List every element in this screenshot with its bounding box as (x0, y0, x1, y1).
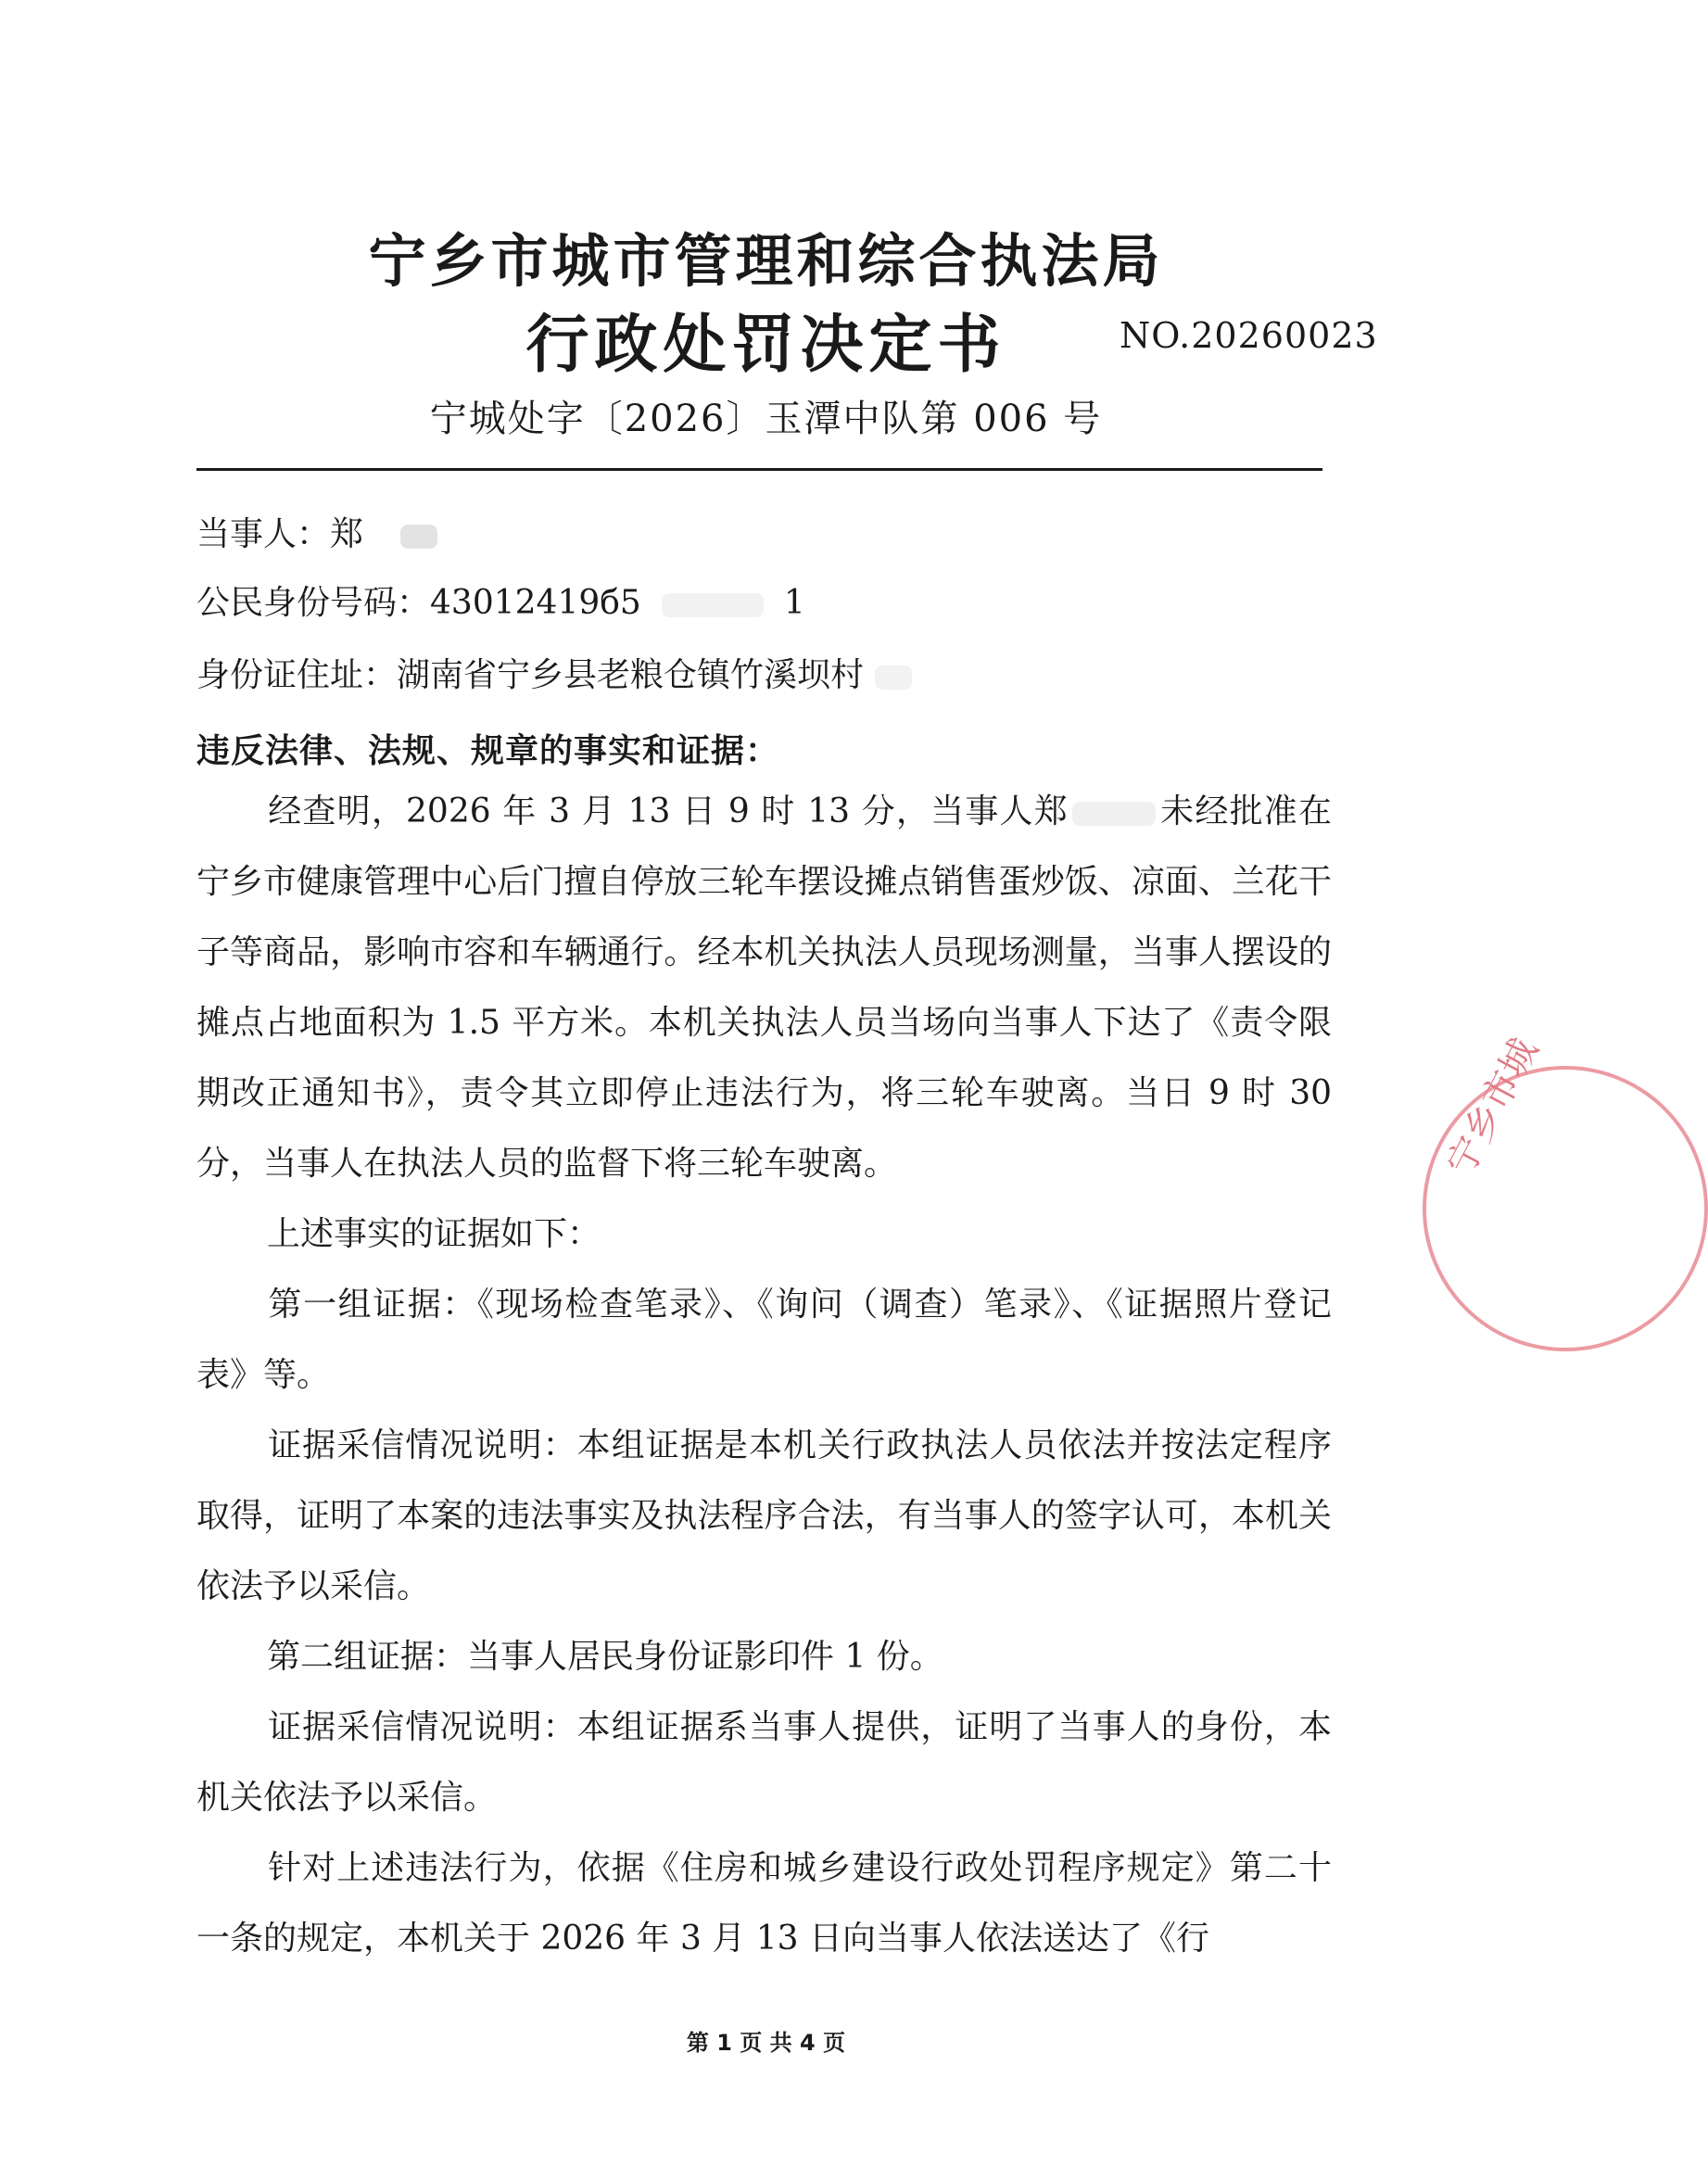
procedure-paragraph (196, 1833, 1332, 1974)
facts-paragraph (196, 777, 1332, 1199)
evidence-intro-text: 上述事实的证据如下： (267, 1215, 601, 1253)
party-name-line (196, 508, 437, 555)
document-title: 行政处罚决定书 (525, 309, 1006, 382)
seal-text: 宁乡市城 (1438, 1031, 1547, 1183)
evidence-group-1 (196, 1270, 1332, 1411)
section-heading: 违反法律、法规、规章的事实和证据： (196, 731, 780, 770)
page-footer: 第 1 页 共 4 页 (686, 2030, 846, 2056)
party-id-label: 公民身份号码： (196, 584, 431, 622)
evidence-group-1-text: 第一组证据：《现场检查笔录》、《询问（调查）笔录》、《证据照片登记表》等。 (196, 1286, 1332, 1394)
evidence-adoption-1 (196, 1411, 1332, 1622)
party-id-tail: 1 (783, 584, 805, 622)
evidence-adoption-2 (196, 1692, 1332, 1833)
header-divider (196, 468, 1322, 471)
party-id-visible: 43012419б5 (430, 584, 641, 622)
party-name: 郑 (330, 515, 364, 553)
redaction-mark (875, 665, 912, 690)
redaction-mark (1072, 802, 1156, 826)
redaction-mark (400, 525, 437, 549)
facts-text-b: 未经批准在宁乡市健康管理中心后门擅自停放三轮车摆设摊点销售蛋炒饭、凉面、兰花干子等商品，影响市容和车辆通行。经本机关执法人员现场测量，当事人摆设的摊点占地面积为 1.5 平方米。本机关执法人员当场向当事人下达了《责令限期改正通知书》，责令其立即停止违法行为，将三轮车驶离。当日 9 时 30 分，当事人在执法人员的监督下将三轮车驶离。 (196, 792, 1332, 1183)
evidence-adoption-2-text: 证据采信情况说明：本组证据系当事人提供，证明了当事人的身份，本机关依法予以采信。 (196, 1708, 1332, 1817)
party-address: 湖南省宁乡县老粮仓镇竹溪坝村 (397, 656, 865, 694)
evidence-adoption-1-text: 证据采信情况说明：本组证据是本机关行政执法人员依法并按法定程序取得，证明了本案的违法事实及执法程序合法，有当事人的签字认可，本机关依法予以采信。 (196, 1426, 1332, 1605)
party-id-line (196, 577, 805, 624)
agency-name: 宁乡市城市管理和综合执法局 (368, 227, 1164, 295)
document-number: NO.20260023 (1120, 315, 1378, 356)
reference-number: 宁城处字〔2026〕玉潭中队第 006 号 (429, 398, 1103, 440)
facts-text-a: 经查明，2026 年 3 月 13 日 9 时 13 分，当事人郑 (267, 792, 1069, 830)
procedure-text: 针对上述违法行为，依据《住房和城乡建设行政处罚程序规定》第二十一条的规定，本机关于 2026 年 3 月 13 日向当事人依法送达了《行 (196, 1849, 1332, 1958)
party-address-label: 身份证住址： (196, 656, 398, 694)
redaction-mark (662, 593, 764, 617)
evidence-group-2-text: 第二组证据：当事人居民身份证影印件 1 份。 (267, 1638, 943, 1676)
party-name-label: 当事人： (196, 515, 331, 553)
evidence-intro (196, 1199, 1332, 1270)
evidence-group-2 (196, 1622, 1332, 1692)
party-address-line (196, 649, 912, 696)
